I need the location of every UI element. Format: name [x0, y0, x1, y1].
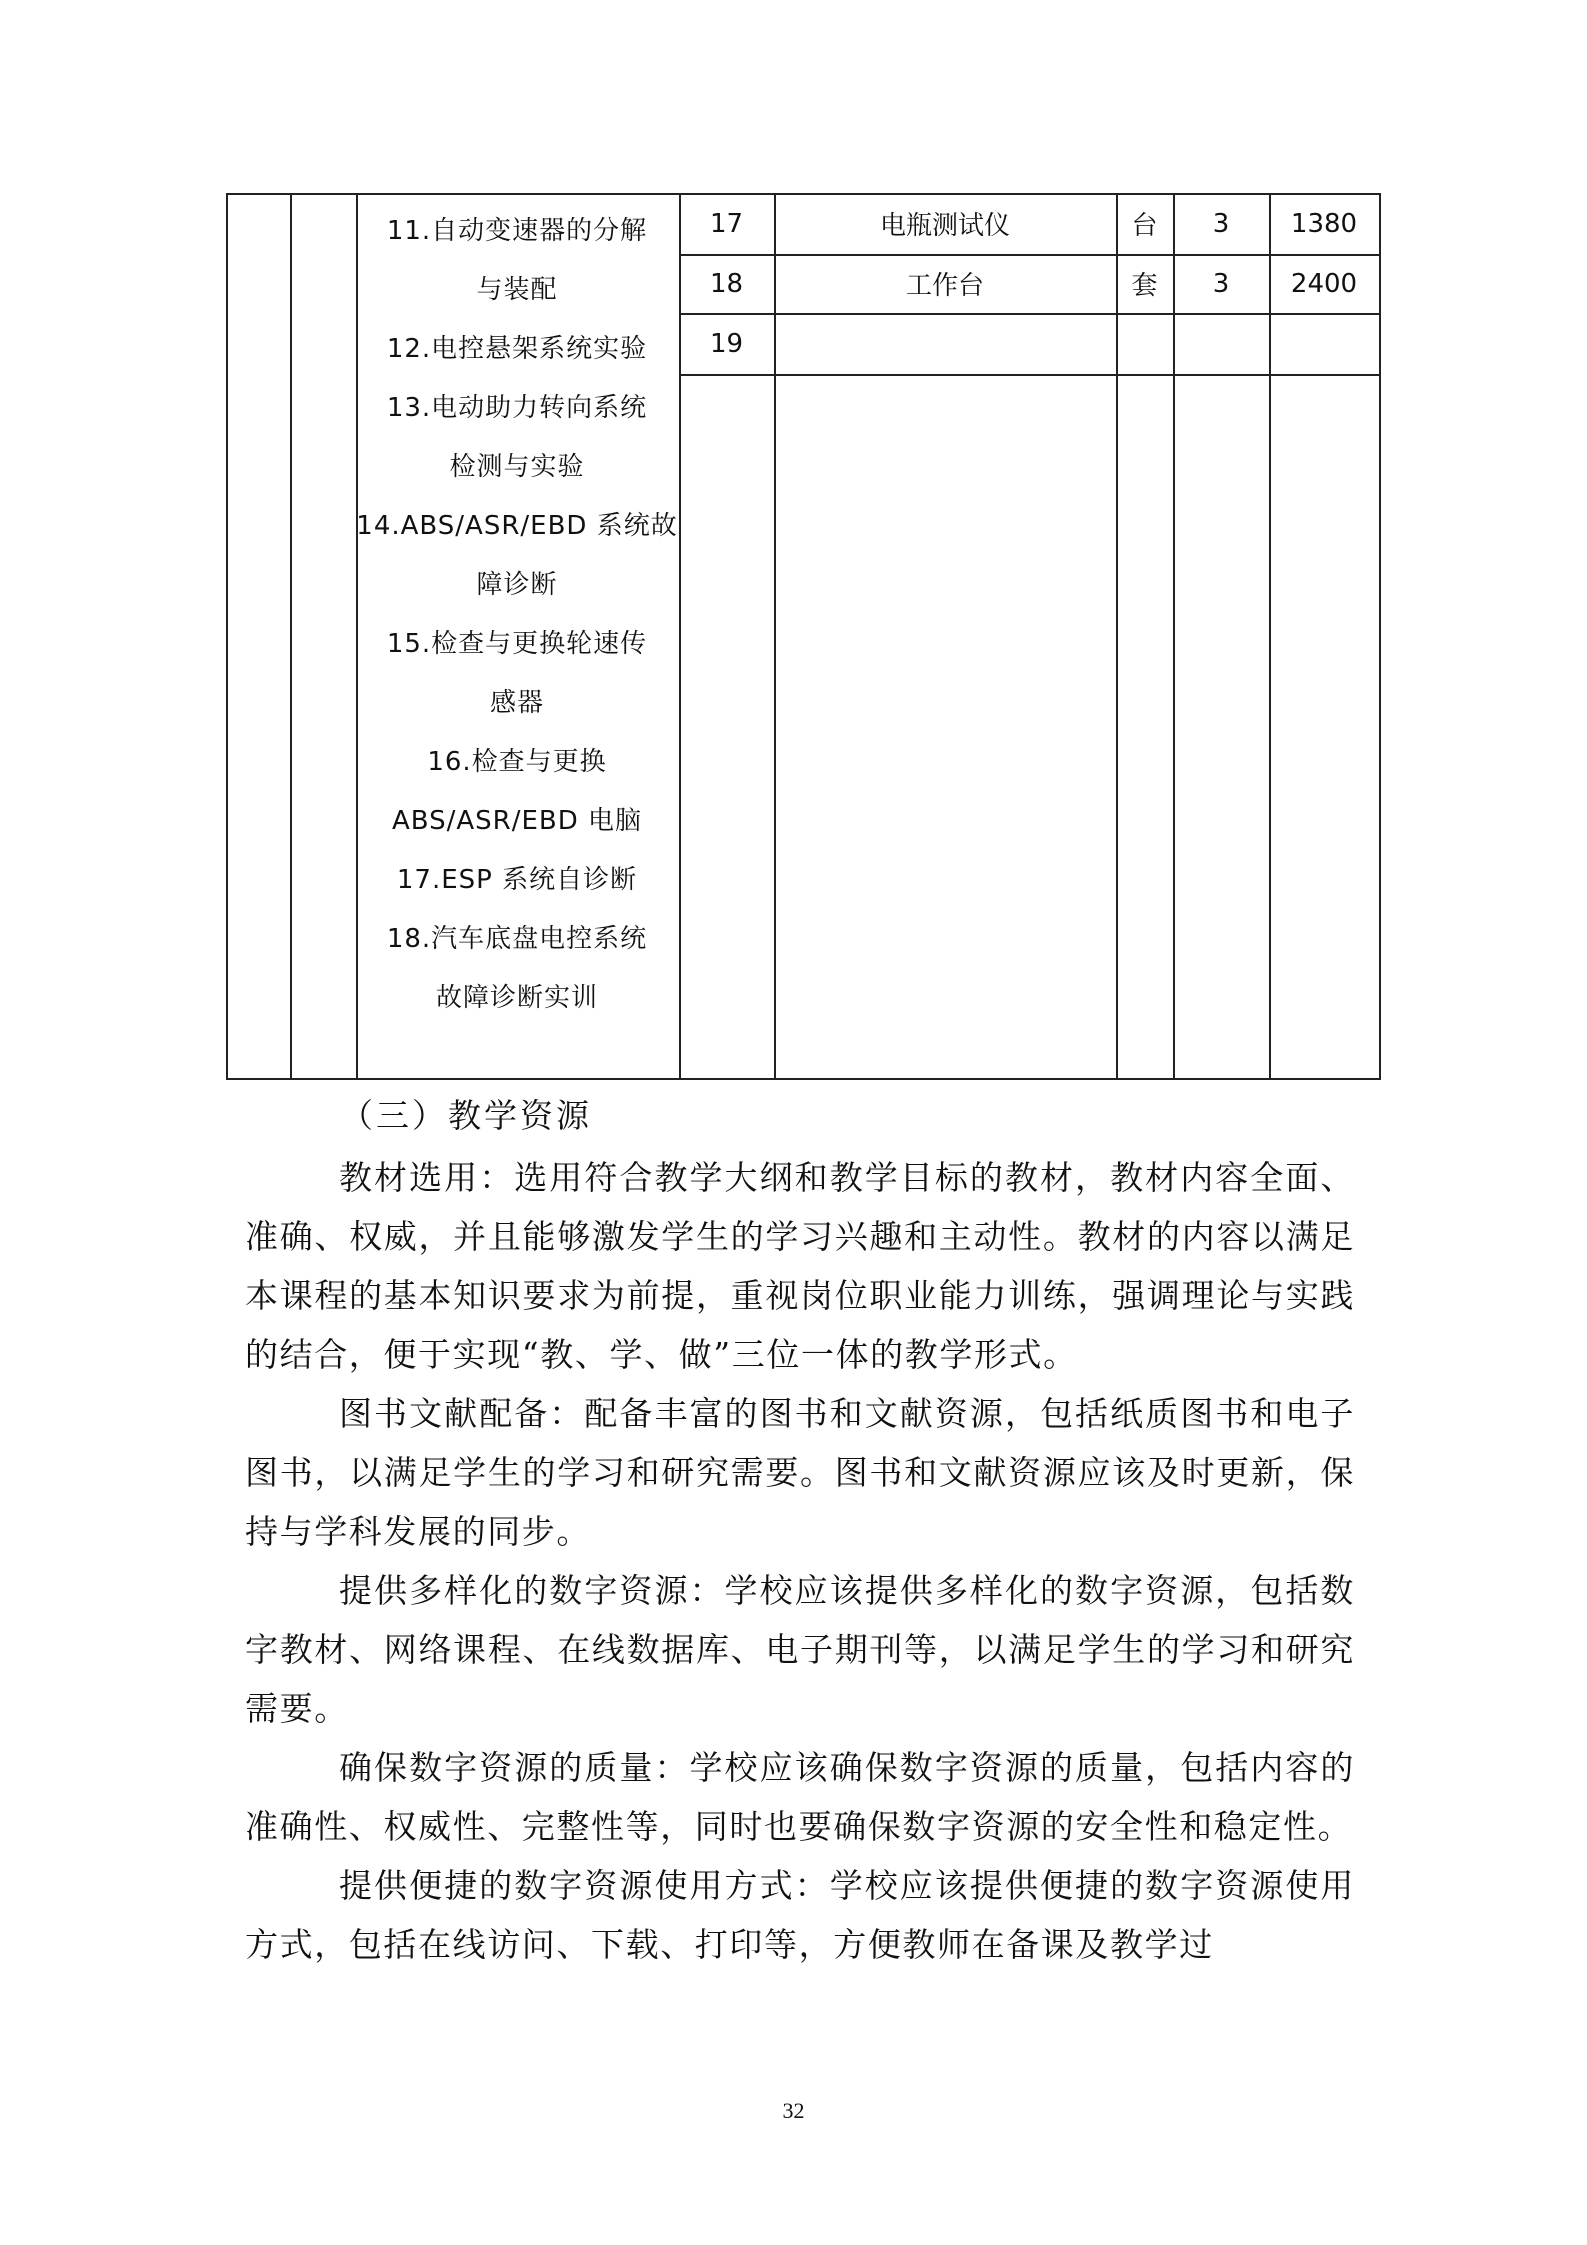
equipment-name: 工作台: [905, 271, 984, 301]
equipment-quantity: [1173, 313, 1269, 374]
table-row-line: [679, 374, 1381, 376]
table-border-bottom: [226, 1078, 1381, 1080]
equipment-unit: [1116, 313, 1173, 374]
equipment-unit: 套: [1131, 271, 1158, 301]
paragraph: 教材选用：选用符合教学大纲和教学目标的教材，教材内容全面、准确、权威，并且能够激发学生的学习兴趣和主动性。教材的内容以满足本课程的基本知识要求为前提，重视岗位职业能力训练，强调理论与实践的结合，便于实现“教、学、做”三位一体的教学形式。: [245, 1158, 1355, 1374]
equipment-price: 1380: [1290, 208, 1358, 239]
paragraph: 提供便捷的数字资源使用方式：学校应该提供便捷的数字资源使用方式，包括在线访问、下载、打印等，方便教师在备课及教学过: [245, 1866, 1355, 1964]
equipment-quantity: 3: [1212, 268, 1230, 299]
equipment-unit: 台: [1131, 211, 1158, 241]
row-number: 17: [709, 208, 744, 239]
table-border-left: [226, 193, 228, 1080]
equipment-price: [1269, 313, 1379, 374]
row-number: 18: [709, 268, 744, 299]
equipment-name: 电瓶测试仪: [879, 211, 1010, 241]
table-border-right: [1379, 193, 1381, 1080]
equipment-name: [774, 313, 1116, 374]
equipment-quantity: 3: [1212, 208, 1230, 239]
section-heading: （三）教学资源: [340, 1096, 592, 1135]
paragraph: 图书文献配备：配备丰富的图书和文献资源，包括纸质图书和电子图书，以满足学生的学习和研究需要。图书和文献资源应该及时更新，保持与学科发展的同步。: [245, 1394, 1355, 1551]
training-content-cell: 11.自动变速器的分解 与装配 12.电控悬架系统实验 13.电动助力转向系统 检测与实验 14.ABS/ASR/EBD 系统故 障诊断 15.检查与更换轮速传 感器 16.检查与更换 ABS/ASR/EBD 电脑 17.ESP 系统自诊断 18.汽车底盘电控系统 故障诊断实训: [356, 216, 678, 1013]
page-number: 32: [782, 2098, 805, 2123]
section-body: [245, 1148, 1355, 1974]
equipment-table: [226, 193, 1381, 1080]
paragraph: 确保数字资源的质量：学校应该确保数字资源的质量，包括内容的准确性、权威性、完整性等，同时也要确保数字资源的安全性和稳定性。: [245, 1748, 1355, 1846]
row-number: 19: [709, 328, 744, 359]
paragraph: 提供多样化的数字资源：学校应该提供多样化的数字资源，包括数字教材、网络课程、在线数据库、电子期刊等，以满足学生的学习和研究需要。: [245, 1571, 1355, 1728]
equipment-price: 2400: [1290, 268, 1358, 299]
table-col-line: [290, 193, 292, 1080]
